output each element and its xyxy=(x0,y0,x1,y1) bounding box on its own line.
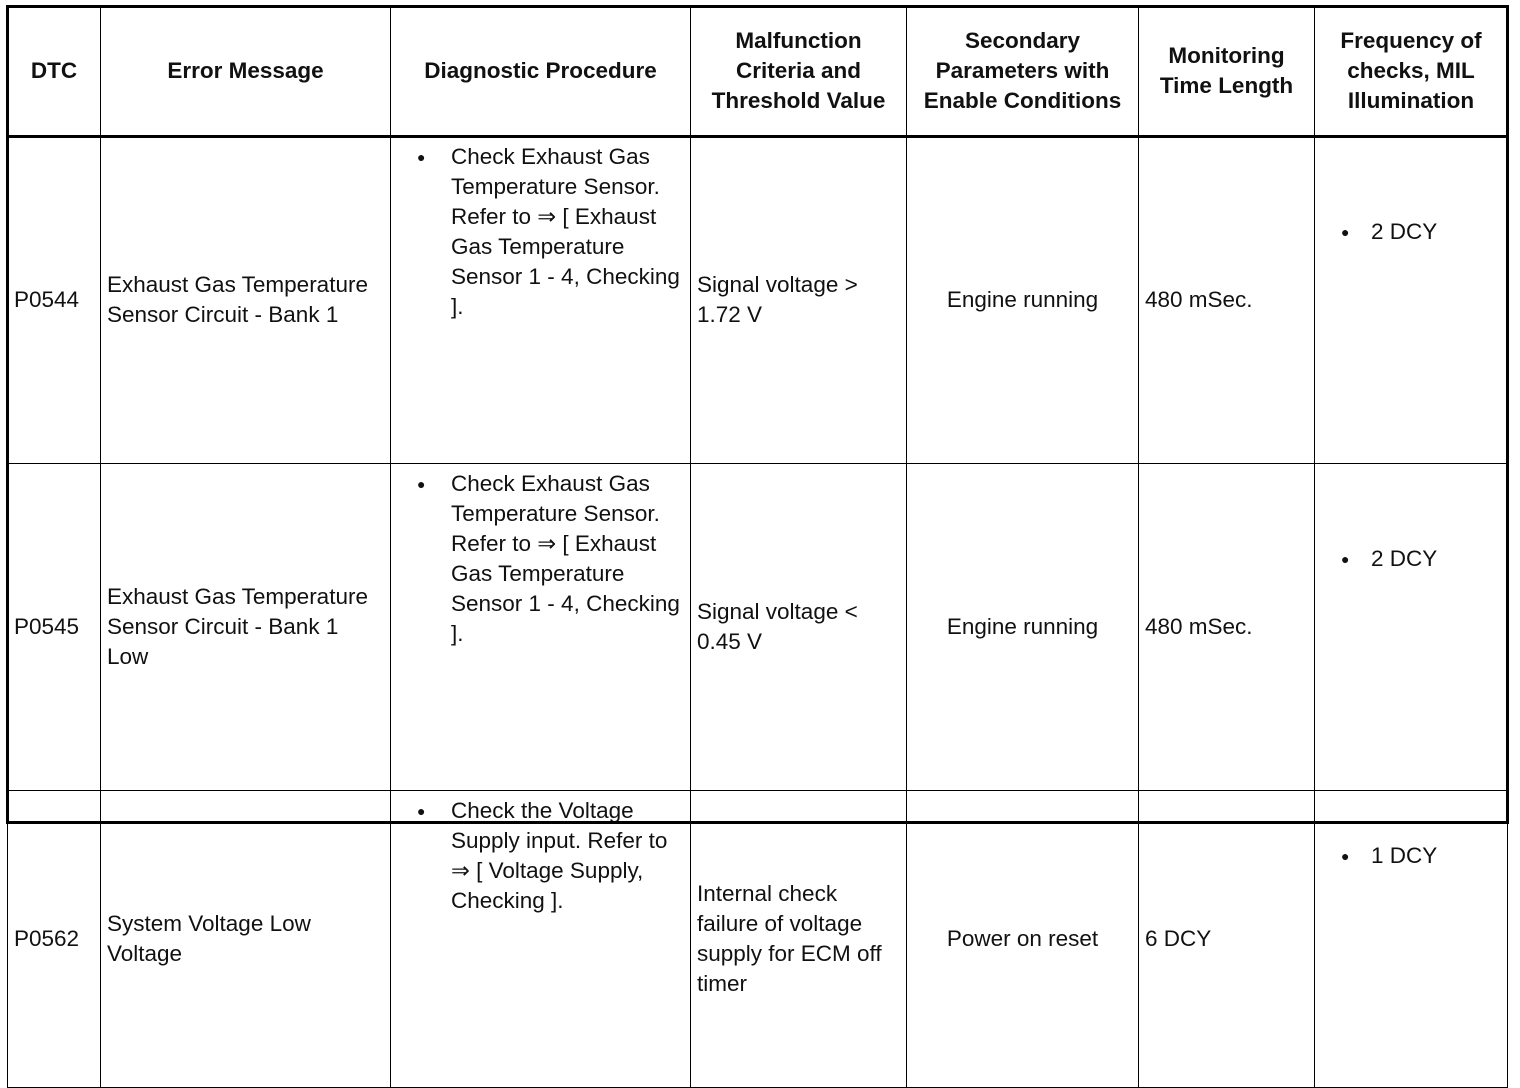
diagnostic-procedure-text: Check Exhaust Gas Temperature Sensor. Refer to ⇒ [ Exhaust Gas Temperature Sensor 1 - 4, Checking ]. xyxy=(451,471,680,646)
diagnostic-procedure-text: Check Exhaust Gas Temperature Sensor. Refer to ⇒ [ Exhaust Gas Temperature Sensor 1 - 4, Checking ]. xyxy=(451,144,680,319)
monitoring-time: 6 DCY xyxy=(1139,791,1315,1088)
header-dtc: DTC xyxy=(8,6,101,137)
header-diagnostic-procedure: Diagnostic Procedure xyxy=(391,6,691,137)
header-monitoring-time: Monitoring Time Length xyxy=(1139,6,1315,137)
table-row xyxy=(8,791,1508,1088)
dtc-code: P0545 xyxy=(8,464,101,791)
error-message: Exhaust Gas Temperature Sensor Circuit - Bank 1 xyxy=(101,137,391,464)
frequency-text: 2 DCY xyxy=(1371,546,1438,571)
header-frequency: Frequency of checks, MIL Illumination xyxy=(1315,6,1508,137)
frequency-text: 2 DCY xyxy=(1371,219,1438,244)
secondary-parameters: Engine running xyxy=(907,464,1139,791)
header-divider xyxy=(6,135,1506,138)
bullet-icon: ● xyxy=(1341,551,1350,567)
monitoring-time: 480 mSec. xyxy=(1139,464,1315,791)
diagnostic-procedure xyxy=(391,464,691,791)
error-message: System Voltage Low Voltage xyxy=(101,791,391,1088)
error-message: Exhaust Gas Temperature Sensor Circuit - Bank 1 Low xyxy=(101,464,391,791)
frequency-cell xyxy=(1315,464,1508,791)
diagnostic-procedure-text: Check the Voltage Supply input. Refer to ⇒ [ Voltage Supply, Checking ]. xyxy=(451,798,668,913)
bullet-icon: ● xyxy=(1341,848,1350,864)
dtc-code: P0562 xyxy=(8,791,101,1088)
malfunction-criteria: Internal check failure of voltage supply for ECM off timer xyxy=(691,791,907,1088)
dtc-code: P0544 xyxy=(8,137,101,464)
malfunction-criteria: Signal voltage > 1.72 V xyxy=(691,137,907,464)
bullet-icon: ● xyxy=(1341,224,1350,240)
header-malfunction-criteria: Malfunction Criteria and Threshold Value xyxy=(691,6,907,137)
frequency-cell xyxy=(1315,791,1508,1088)
table-row xyxy=(8,464,1508,791)
diagnostic-procedure xyxy=(391,137,691,464)
header-secondary-parameters: Secondary Parameters with Enable Conditions xyxy=(907,6,1139,137)
dtc-table xyxy=(7,5,1508,1088)
table-row xyxy=(8,137,1508,464)
secondary-parameters: Power on reset xyxy=(907,791,1139,1088)
secondary-parameters: Engine running xyxy=(907,137,1139,464)
malfunction-criteria: Signal voltage < 0.45 V xyxy=(691,464,907,791)
frequency-cell xyxy=(1315,137,1508,464)
frequency-text: 1 DCY xyxy=(1371,843,1438,868)
bullet-icon: ● xyxy=(417,476,426,492)
bullet-icon: ● xyxy=(417,803,426,819)
monitoring-time: 480 mSec. xyxy=(1139,137,1315,464)
bullet-icon: ● xyxy=(417,149,426,165)
diagnostic-procedure xyxy=(391,791,691,1088)
header-error-message: Error Message xyxy=(101,6,391,137)
header-row xyxy=(8,6,1508,137)
